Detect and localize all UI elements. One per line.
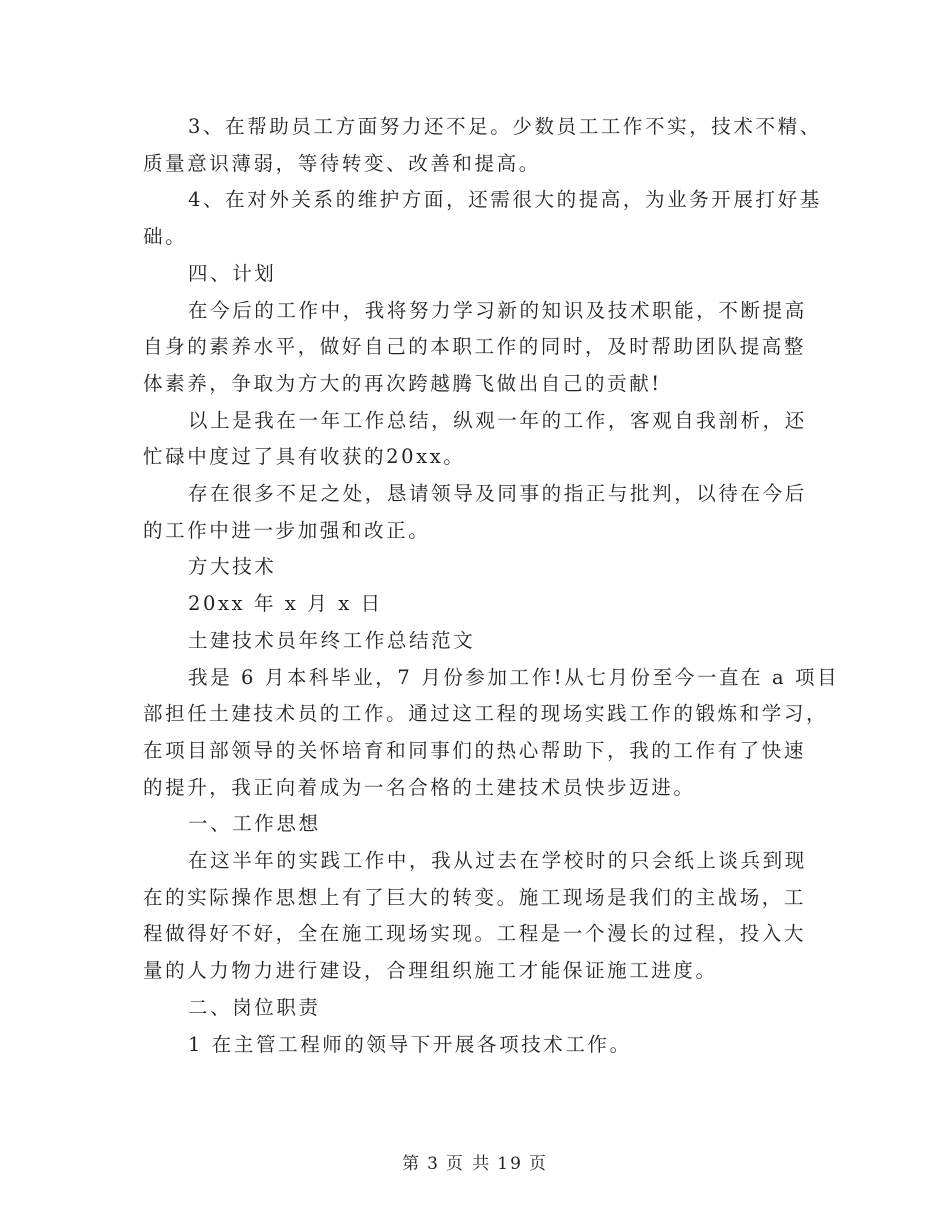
text-line: 4、在对外关系的维护方面，还需很大的提高，为业务开展打好基 bbox=[188, 188, 822, 212]
text-line: 程做得好不好，全在施工现场实现。工程是一个漫长的过程，投入大 bbox=[143, 922, 807, 946]
text-line: 在的实际操作思想上有了巨大的转变。施工现场是我们的主战场，工 bbox=[143, 885, 807, 909]
text-line: 以上是我在一年工作总结，纵观一年的工作，客观自我剖析，还 bbox=[188, 408, 807, 432]
text-line: 存在很多不足之处，恳请领导及同事的指正与批判，以待在今后 bbox=[188, 482, 807, 505]
text-line: 质量意识薄弱，等待转变、改善和提高。 bbox=[143, 151, 541, 175]
footer-suffix: 页 bbox=[528, 1154, 548, 1174]
text-line: 土建技术员年终工作总结范文 bbox=[188, 628, 476, 652]
page-footer bbox=[0, 1152, 950, 1176]
text-line: 体素养，争取为方大的再次跨越腾飞做出自己的贡献! bbox=[143, 371, 662, 395]
text-line: 部担任土建技术员的工作。通过这工程的现场实践工作的锻炼和学习， bbox=[143, 702, 829, 726]
text-line: 20xx 年 x 月 x 日 bbox=[188, 592, 383, 616]
text-line: 自身的素养水平，做好自己的本职工作的同时，及时帮助团队提高整 bbox=[143, 335, 807, 359]
text-line: 二、岗位职责 bbox=[188, 995, 321, 1019]
total-page-count: 19 bbox=[497, 1154, 523, 1174]
text-line: 忙碌中度过了具有收获的20xx。 bbox=[143, 445, 466, 469]
text-line: 在今后的工作中，我将努力学习新的知识及技术职能，不断提高 bbox=[188, 298, 807, 322]
footer-prefix: 第 bbox=[402, 1154, 422, 1174]
text-line: 量的人力物力进行建设，合理组织施工才能保证施工进度。 bbox=[143, 959, 718, 983]
text-line: 在项目部领导的关怀培育和同事们的热心帮助下，我的工作有了快速 bbox=[143, 738, 807, 762]
text-line: 础。 bbox=[143, 225, 188, 249]
footer-middle: 页 共 bbox=[445, 1154, 492, 1174]
text-line: 的工作中进一步加强和改正。 bbox=[143, 518, 431, 542]
current-page-number: 3 bbox=[427, 1154, 440, 1174]
text-line: 3、在帮助员工方面努力还不足。少数员工工作不实，技术不精、 bbox=[188, 115, 822, 138]
text-line: 我是 6 月本科毕业，7 月份参加工作!从七月份至今一直在 a 项目 bbox=[188, 665, 840, 689]
text-line: 的提升，我正向着成为一名合格的土建技术员快步迈进。 bbox=[143, 775, 696, 799]
text-line: 四、计划 bbox=[188, 261, 277, 285]
text-line: 一、工作思想 bbox=[188, 812, 321, 836]
text-line: 方大技术 bbox=[188, 555, 277, 579]
text-line: 在这半年的实践工作中，我从过去在学校时的只会纸上谈兵到现 bbox=[188, 849, 807, 872]
text-line: 1 在主管工程师的领导下开展各项技术工作。 bbox=[188, 1032, 632, 1056]
